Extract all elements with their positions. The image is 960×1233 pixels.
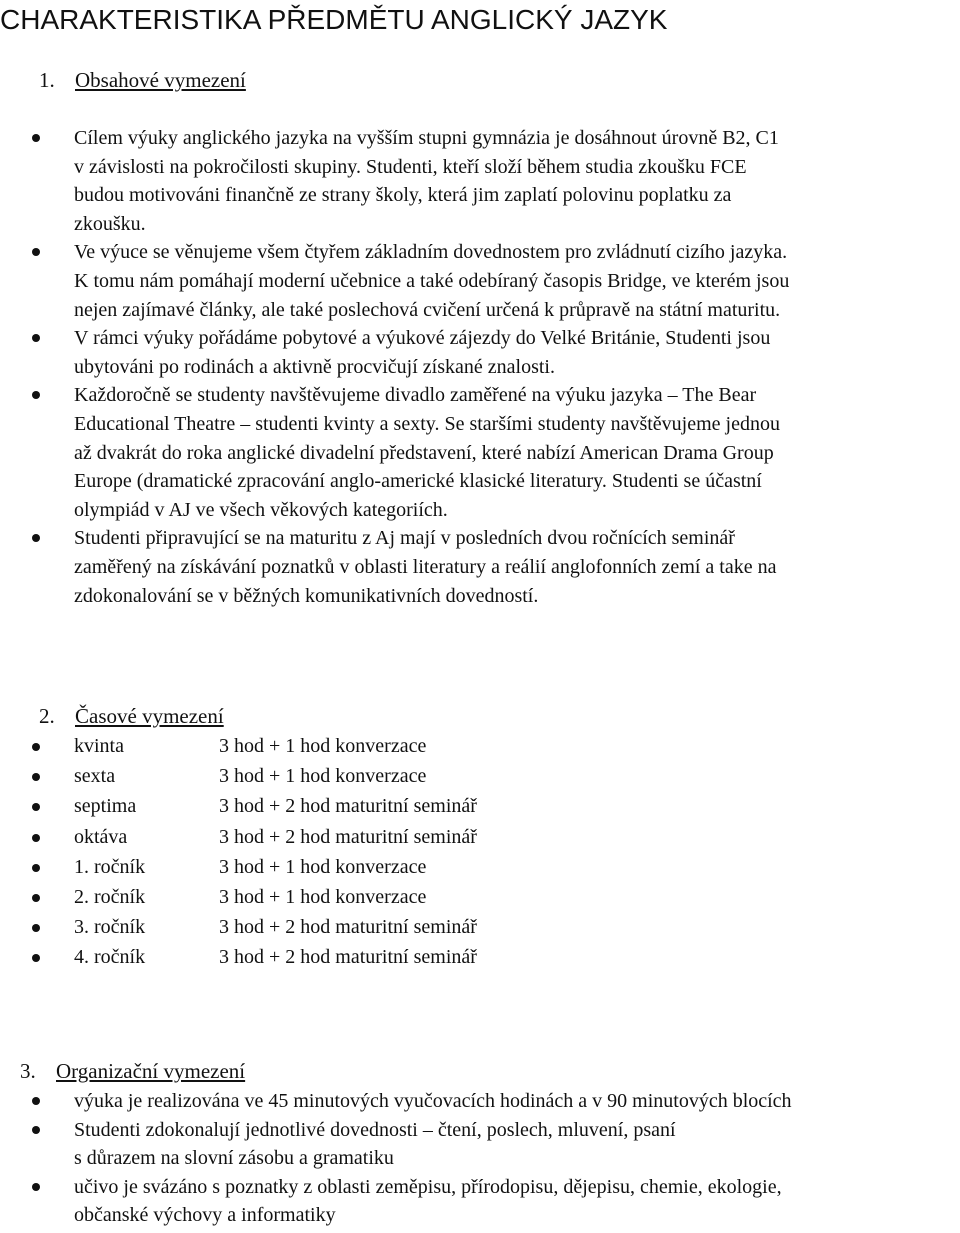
list-item-line: zaměřený na získávání poznatků v oblasti literatury a reálií anglofonních zemí a take na: [74, 555, 777, 578]
list-item-line: až dvakrát do roka anglické divadelní představení, které nabízí American Drama Group: [74, 441, 774, 464]
time-allocation-list: [30, 731, 958, 973]
bullet-icon: [32, 743, 40, 751]
bullet-icon: [32, 773, 40, 781]
list-item: [30, 1116, 958, 1173]
list-item-line: nejen zajímavé články, ale také poslechová cvičení určená k průpravě na státní maturitu.: [74, 298, 781, 321]
list-item: [30, 942, 958, 972]
year-label: kvinta: [74, 735, 124, 757]
hours-value: 3 hod + 1 hod konverzace: [219, 765, 427, 788]
section-1-title: Obsahové vymezení: [75, 68, 246, 92]
list-item: [30, 524, 958, 610]
bullet-icon: [32, 1126, 40, 1134]
hours-value: 3 hod + 1 hod konverzace: [219, 735, 427, 757]
list-item-line: ubytováni po rodinách a aktivně procvičují získané znalosti.: [74, 355, 555, 378]
list-item-line: zdokonalování se v běžných komunikativních dovedností.: [74, 584, 539, 607]
bullet-icon: [32, 334, 40, 342]
list-item-line: učivo je svázáno s poznatky z oblasti zeměpisu, přírodopisu, dějepisu, chemie, ekologie,: [74, 1175, 782, 1198]
bullet-icon: [32, 1097, 40, 1105]
hours-value: 3 hod + 1 hod konverzace: [219, 886, 427, 909]
bullet-icon: [32, 954, 40, 962]
page-title: CHARAKTERISTIKA PŘEDMĚTU ANGLICKÝ JAZYK: [0, 4, 668, 35]
bullet-icon: [32, 924, 40, 932]
section-1-heading: [39, 66, 246, 94]
list-item: [30, 761, 958, 791]
hours-value: 3 hod + 2 hod maturitní seminář: [219, 946, 477, 969]
list-item: [30, 124, 958, 238]
list-item-line: Cílem výuky anglického jazyka na vyšším stupni gymnázia je dosáhnout úrovně B2, C1: [74, 127, 779, 149]
section-3-number: 3.: [20, 1059, 36, 1083]
bullet-icon: [32, 134, 40, 142]
bullet-icon: [32, 391, 40, 399]
bullet-icon: [32, 834, 40, 842]
bullet-icon: [32, 864, 40, 872]
list-item-line: s důrazem na slovní zásobu a gramatiku: [74, 1147, 394, 1170]
list-item: [30, 381, 958, 524]
bullet-icon: [32, 248, 40, 256]
section-2-heading: [39, 702, 224, 730]
list-item-line: K tomu nám pomáhají moderní učebnice a také odebíraný časopis Bridge, ve kterém jsou: [74, 269, 790, 292]
hours-value: 3 hod + 2 hod maturitní seminář: [219, 916, 477, 939]
year-label: sexta: [74, 765, 116, 788]
list-item-line: výuka je realizována ve 45 minutových vyučovacích hodinách a v 90 minutových blocích: [74, 1090, 792, 1112]
list-item-line: V rámci výuky pořádáme pobytové a výukové zájezdy do Velké Británie, Studenti jsou: [74, 327, 771, 350]
bullet-icon: [32, 894, 40, 902]
list-item-line: zkoušku.: [74, 212, 146, 235]
section-3-title: Organizační vymezení: [56, 1059, 246, 1083]
list-item-line: Studenti připravující se na maturitu z Aj mají v posledních dvou ročnících seminář: [74, 527, 735, 550]
year-label: 4. ročník: [74, 946, 146, 969]
year-label: 2. ročník: [74, 886, 146, 909]
list-item-line: Ve výuce se věnujeme všem čtyřem základním dovednostem pro zvládnutí cizího jazyka.: [74, 241, 788, 264]
list-item: [30, 822, 958, 852]
list-item: [30, 731, 958, 761]
list-item-line: Educational Theatre – studenti kvinty a sexty. Se staršími studenty navštěvujeme jednou: [74, 412, 780, 435]
list-item-line: Každoročně se studenty navštěvujeme divadlo zaměřené na výuku jazyka – The Bear: [74, 384, 757, 407]
list-item-line: v závislosti na pokročilosti skupiny. Studenti, kteří složí během studia zkoušku FCE: [74, 155, 747, 178]
list-item-line: Europe (dramatické zpracování anglo-americké klasické literatury. Studenti se účastní: [74, 470, 762, 493]
list-item: [30, 1173, 958, 1230]
bullet-icon: [32, 1183, 40, 1191]
year-label: 1. ročník: [74, 855, 146, 878]
list-item: [30, 1087, 958, 1116]
list-item: [30, 324, 958, 381]
section-2-title: Časové vymezení: [75, 704, 224, 728]
list-item-line: Studenti zdokonalují jednotlivé dovednosti – čtení, poslech, mluvení, psaní: [74, 1118, 676, 1141]
year-label: 3. ročník: [74, 916, 146, 939]
section-3-heading: [20, 1057, 245, 1085]
content-scope-list: [30, 124, 958, 610]
hours-value: 3 hod + 1 hod konverzace: [219, 855, 427, 878]
bullet-icon: [32, 534, 40, 542]
list-item: [30, 882, 958, 912]
hours-value: 3 hod + 2 hod maturitní seminář: [219, 795, 477, 818]
section-1-number: 1.: [39, 68, 55, 92]
list-item: [30, 238, 958, 324]
hours-value: 3 hod + 2 hod maturitní seminář: [219, 825, 477, 848]
list-item: [30, 912, 958, 942]
list-item: [30, 852, 958, 882]
year-label: oktáva: [74, 825, 128, 848]
list-item-line: občanské výchovy a informatiky: [74, 1204, 336, 1227]
year-label: septima: [74, 795, 137, 818]
organization-list: [30, 1087, 958, 1230]
list-item-line: olympiád v AJ ve všech věkových kategoriích.: [74, 498, 448, 521]
bullet-icon: [32, 803, 40, 811]
list-item: [30, 791, 958, 821]
section-2-number: 2.: [39, 704, 55, 728]
list-item-line: budou motivováni finančně ze strany školy, která jim zaplatí polovinu poplatku za: [74, 184, 732, 207]
